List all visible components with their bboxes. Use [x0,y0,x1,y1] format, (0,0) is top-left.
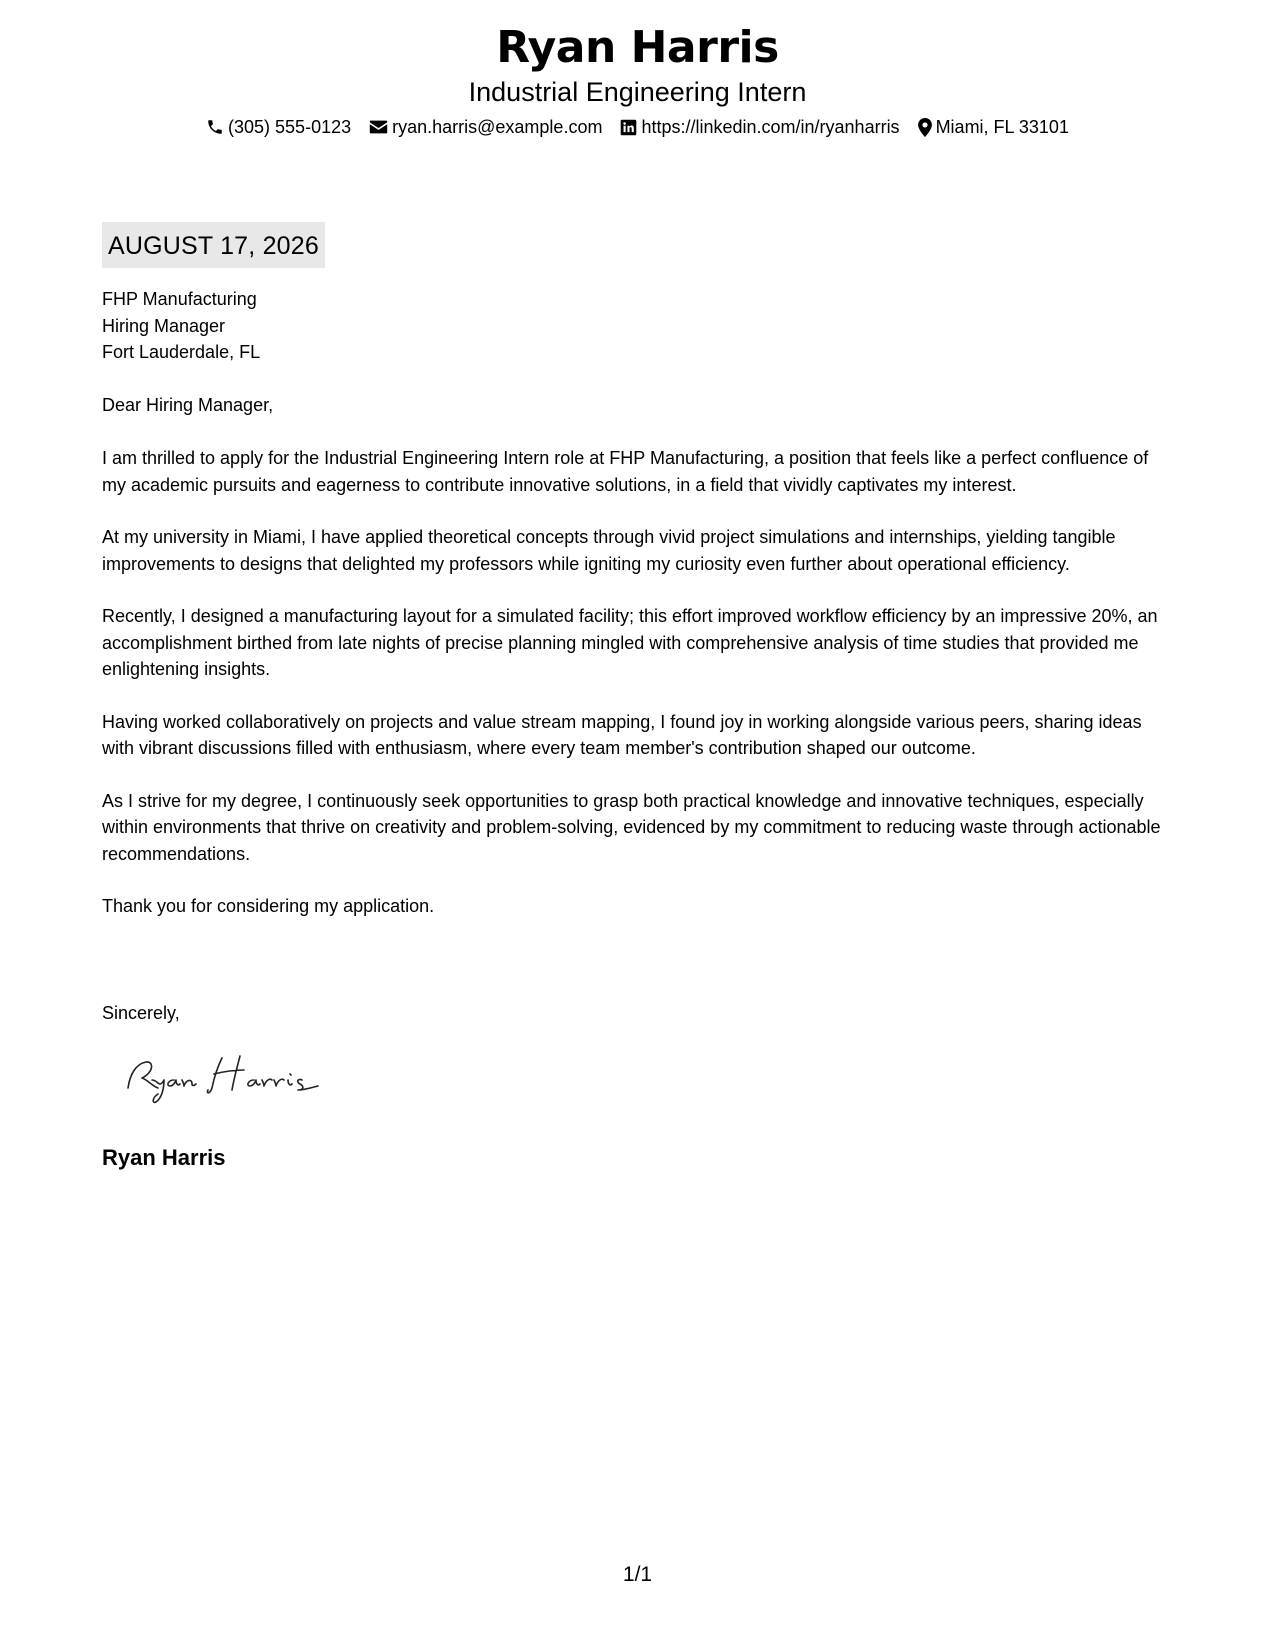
closing: Sincerely, [102,1003,180,1023]
body-paragraph: At my university in Miami, I have applied theoretical concepts through vivid project simulations and internships, yielding tangible improvements to designs that delighted my professors while igniting my curiosity even further about operational efficiency. [102,527,1116,574]
contact-location [918,114,1069,140]
body-paragraph: Recently, I designed a manufacturing layout for a simulated facility; this effort improved workflow efficiency by an impressive 20%, an accomplishment birthed from late nights of precise planning mingled with comprehensive analysis of time studies that provided me enlightening insights. [102,606,1158,679]
contact-phone-text: (305) 555-0123 [228,117,352,137]
body-paragraph: As I strive for my degree, I continuously seek opportunities to grasp both practical knowledge and innovative techniques, especially within environments that thrive on creativity and problem-solving, evidenced by my commitment to reducing waste through actionable recommendations. [102,790,1161,864]
contact-bar [0,114,1275,140]
phone-icon [206,118,224,136]
recipient-company: FHP Manufacturing [102,289,257,309]
letter-body [102,445,1177,946]
page-number: 1/1 [622,1563,653,1586]
envelope-icon [369,119,388,135]
applicant-role: Industrial Engineering Intern [468,77,807,107]
contact-linkedin[interactable] [620,114,899,140]
letter-date: AUGUST 17, 2026 [102,222,325,268]
linkedin-icon [620,119,637,136]
body-paragraph: Thank you for considering my application. [102,896,435,916]
handwritten-signature [122,1050,342,1108]
contact-email-text: ryan.harris@example.com [392,117,603,137]
recipient-block [102,286,260,366]
body-paragraph: I am thrilled to apply for the Industrial Engineering Intern role at FHP Manufacturing, a position that feels like a perfect confluence of my academic pursuits and eagerness to contribute innovative solutions, in a field that vividly captivates my interest. [102,448,1149,495]
body-paragraph: Having worked collaboratively on projects and value stream mapping, I found joy in working alongside various peers, sharing ideas with vibrant discussions filled with enthusiasm, where every team member's contribution shaped our outcome. [102,711,1142,758]
recipient-title: Hiring Manager [102,315,226,336]
signer-name: Ryan Harris [102,1145,226,1170]
applicant-name: Ryan Harris [496,22,779,73]
salutation: Dear Hiring Manager, [102,395,274,415]
contact-location-text: Miami, FL 33101 [935,117,1069,137]
contact-phone[interactable] [206,114,351,140]
contact-email[interactable] [369,114,602,140]
recipient-location: Fort Lauderdale, FL [102,342,261,362]
contact-linkedin-text: https://linkedin.com/in/ryanharris [641,117,900,137]
map-marker-icon [918,118,932,137]
letter-header [0,20,1275,140]
